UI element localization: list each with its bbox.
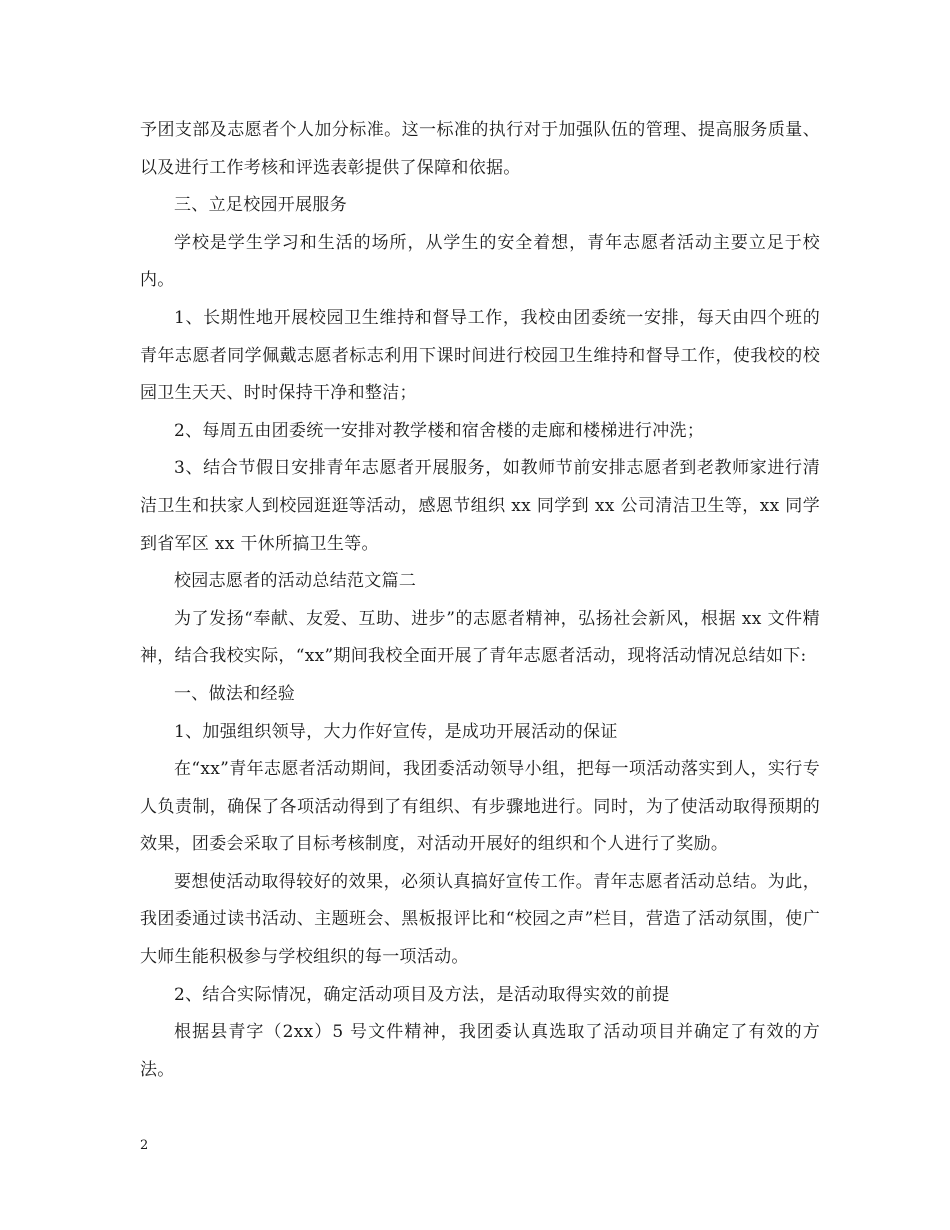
document-body bbox=[140, 112, 820, 1089]
paragraph-leadership: 在“xx”青年志愿者活动期间，我团委活动领导小组，把每一项活动落实到人，实行专人负责制，确保了各项活动得到了有组织、有步骤地进行。同时，为了使活动取得预期的效果，团委会采取了目标考核制度，对活动开展好的组织和个人进行了奖励。 bbox=[140, 759, 820, 855]
subheading-leadership: 1、加强组织领导，大力作好宣传，是成功开展活动的保证 bbox=[174, 721, 618, 742]
page-number: 2 bbox=[140, 1138, 149, 1153]
list-item-holiday-service: 3、结合节假日安排青年志愿者开展服务，如教师节前安排志愿者到老教师家进行清洁卫生和扶家人到校园逛逛等活动，感恩节组织 xx 同学到 xx 公司清洁卫生等，xx 同学到省军区 xx 干休所搞卫生等。 bbox=[140, 458, 820, 554]
paragraph-publicity: 要想使活动取得较好的效果，必须认真搞好宣传工作。青年志愿者活动总结。为此，我团委通过读书活动、主题班会、黑板报评比和“校园之声”栏目，营造了活动氛围，使广大师生能积极参与学校组织的每一项活动。 bbox=[140, 871, 820, 968]
paragraph-campus-intro: 学校是学生学习和生活的场所，从学生的安全着想，青年志愿者活动主要立足于校内。 bbox=[140, 232, 820, 291]
paragraph-activity-selection: 根据县青字（2xx）5 号文件精神，我团委认真选取了活动项目并确定了有效的方法。 bbox=[140, 1022, 820, 1080]
list-item-hygiene-supervision: 1、长期性地开展校园卫生维持和督导工作，我校由团委统一安排，每天由四个班的青年志愿者同学佩戴志愿者标志利用下课时间进行校园卫生维持和督导工作，使我校的校园卫生天天、时时保持干净和整洁； bbox=[140, 307, 820, 404]
section-heading-campus-service: 三、立足校园开展服务 bbox=[174, 195, 347, 216]
list-item-friday-cleaning: 2、每周五由团委统一安排对教学楼和宿舍楼的走廊和楼梯进行冲洗； bbox=[174, 420, 705, 441]
paragraph-intro-part-two: 为了发扬“奉献、友爱、互助、进步”的志愿者精神，弘扬社会新风，根据 xx 文件精神，结合我校实际，“xx”期间我校全面开展了青年志愿者活动，现将活动情况总结如下: bbox=[140, 608, 820, 667]
subheading-activity-selection: 2、结合实际情况，确定活动项目及方法，是活动取得实效的前提 bbox=[174, 984, 670, 1005]
section-heading-methods: 一、做法和经验 bbox=[174, 683, 296, 704]
paragraph-continuation: 予团支部及志愿者个人加分标准。这一标准的执行对于加强队伍的管理、提高服务质量、以及进行工作考核和评选表彰提供了保障和依据。 bbox=[140, 120, 820, 178]
article-title-part-two: 校园志愿者的活动总结范文篇二 bbox=[174, 571, 417, 592]
